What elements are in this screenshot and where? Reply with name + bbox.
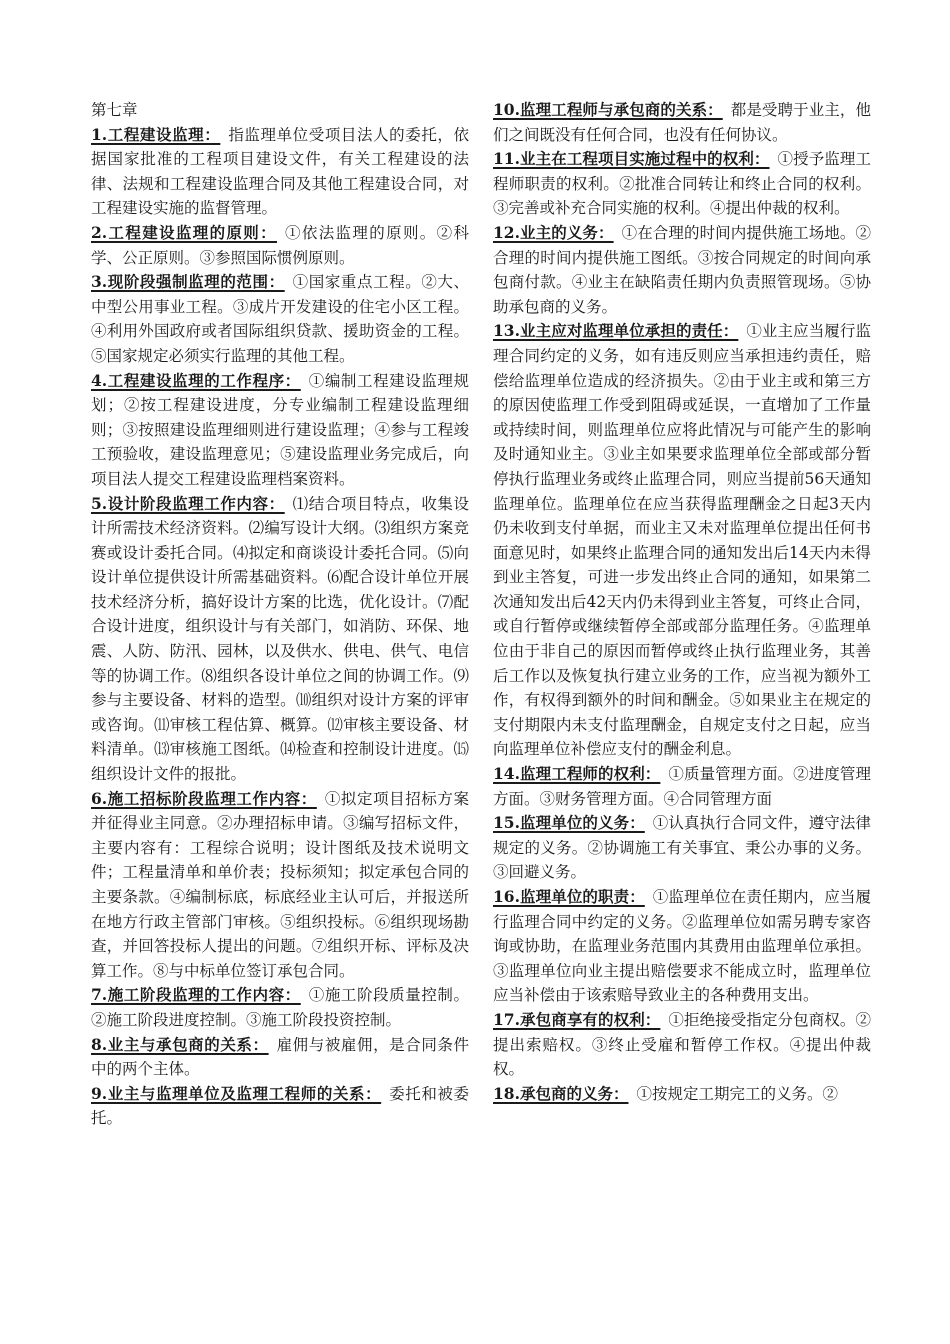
- chapter-title: 第七章: [91, 101, 138, 119]
- section-item: [91, 492, 469, 787]
- section-body: ①在合理的时间内提供施工场地。②合理的时间内提供施工图纸。③按合同规定的时间向承包商付款。④业主在缺陷责任期内负责照管现场。⑤协助承包商的义务。: [493, 223, 871, 316]
- section-item: [91, 123, 469, 221]
- right-column: [493, 98, 871, 1106]
- section-body: ⑴结合项目特点，收集设计所需技术经济资料。⑵编写设计大纲。⑶组织方案竞赛或设计委托合同。⑷拟定和商谈设计委托合同。⑸向设计单位提供设计所需基础资料。⑹配合设计单位开展技术经济分析，搞好设计方案的比选，优化设计。⑺配合设计进度，组织设计与有关部门，如消防、环保、地震、人防、防汛、园林，以及供水、供电、供气、电信等的协调工作。⑻组织各设计单位之间的协调工作。⑼参与主要设备、材料的造型。⑽组织对设计方案的评审或咨询。⑾审核工程估算、概算。⑿审核主要设备、材料清单。⒀审核施工图纸。⒁检查和控制设计进度。⒂组织设计文件的报批。: [91, 494, 469, 784]
- section-item: [493, 1008, 871, 1082]
- section-item: [493, 98, 871, 147]
- section-body: ①授予监理工程师职责的权利。②批准合同转让和终止合同的权利。③完善或补充合同实施的权利。④提出仲裁的权利。: [493, 150, 871, 218]
- section-heading: 2.工程建设监理的原则：: [91, 222, 278, 242]
- section-body: ①施工阶段质量控制。②施工阶段进度控制。③施工阶段投资控制。: [91, 986, 469, 1029]
- section-body: 指监理单位受项目法人的委托，依据国家批准的工程项目建设文件，有关工程建设的法律、法规和工程建设监理合同及其他工程建设合同，对工程建设实施的监督管理。: [91, 125, 469, 218]
- section-heading: 14.监理工程师的权利：: [493, 764, 661, 784]
- section-body: ①按规定工期完工的义务。②: [636, 1084, 838, 1103]
- section-body: ①依法监理的原则。②科学、公正原则。③参照国际惯例原则。: [91, 223, 469, 267]
- section-body: ①质量管理方面。②进度管理方面。③财务管理方面。④合同管理方面: [493, 765, 871, 808]
- section-body: ①拒绝接受指定分包商权。②提出索赔权。③终止受雇和暂停工作权。④提出仲裁权。: [493, 1010, 871, 1079]
- section-item: [91, 221, 469, 270]
- section-heading: 9.业主与监理单位及监理工程师的关系：: [91, 1083, 382, 1103]
- section-heading: 18.承包商的义务：: [493, 1083, 629, 1103]
- section-heading: 17.承包商享有的权利：: [493, 1009, 661, 1029]
- section-heading: 6.施工招标阶段监理工作内容：: [91, 788, 317, 808]
- section-heading: 7.施工阶段监理的工作内容：: [91, 985, 301, 1005]
- section-item: [493, 147, 871, 221]
- section-body: ①国家重点工程。②大、中型公用事业工程。③成片开发建设的住宅小区工程。④利用外国政府或者国际组织贷款、援助资金的工程。⑤国家规定必须实行监理的其他工程。: [91, 273, 469, 365]
- section-heading: 1.工程建设监理：: [91, 124, 221, 144]
- section-body: ①编制工程建设监理规划；②按工程建设进度，分专业编制工程建设监理细则；③按照建设监理细则进行建设监理；④参与工程竣工预验收，建设监理意见；⑤建设监理业务完成后，向项目法人提交工程建设监理档案资料。: [91, 371, 469, 488]
- section-body: 委托和被委托。: [91, 1084, 469, 1128]
- section-heading: 5.设计阶段监理工作内容：: [91, 493, 285, 513]
- section-item: [493, 319, 871, 762]
- section-item: [91, 270, 469, 368]
- section-item: [91, 1033, 469, 1082]
- section-body: ①业主应当履行监理合同约定的义务，如有违反则应当承担违约责任，赔偿给监理单位造成的经济损失。②由于业主或和第三方的原因使监理工作受到阻碍或延误，一直增加了工作量或持续时间，则监理单位应将此情况与可能产生的影响及时通知业主。③业主如果要求监理单位全部或部分暂停执行监理业务或终止监理合同，则应当提前56天通知监理单位。监理单位在应当获得监理酬金之日起3天内仍未收到支付单据，而业主又未对监理单位提出任何书面意见时，如果终止监理合同的通知发出后14天内未得到业主答复，可进一步发出终止合同的通知，如果第二次通知发出后42天内仍未得到业主答复，可终止合同，或自行暂停或继续暂停全部或部分监理任务。④监理单位由于非自己的原因而暂停或终止执行监理业务，其善后工作以及恢复执行建立业务的工作，应当视为额外工作，有权得到额外的时间和酬金。⑤如果业主在规定的支付期限内未支付监理酬金，自规定支付之日起，应当向监理单位补偿应支付的酬金利息。: [493, 322, 871, 759]
- section-item: [91, 983, 469, 1032]
- section-body: ①认真执行合同文件，遵守法律规定的义务。②协调施工有关事宜、秉公办事的义务。③回避义务。: [493, 814, 871, 882]
- section-heading: 11.业主在工程项目实施过程中的权利：: [493, 149, 770, 169]
- section-body: 都是受聘于业主，他们之间既没有任何合同，也没有任何协议。: [493, 101, 871, 144]
- section-item: [91, 1082, 469, 1131]
- section-heading: 13.业主应对监理单位承担的责任：: [493, 321, 739, 341]
- section-item: [91, 369, 469, 492]
- section-item: [493, 885, 871, 1008]
- section-heading: 4.工程建设监理的工作程序：: [91, 370, 301, 390]
- section-item: [493, 811, 871, 885]
- section-item: [493, 1082, 871, 1107]
- section-item: [91, 787, 469, 984]
- section-heading: 10.监理工程师与承包商的关系：: [493, 100, 723, 119]
- section-item: [493, 762, 871, 811]
- section-heading: 16.监理单位的职责：: [493, 887, 645, 906]
- section-heading: 12.业主的义务：: [493, 222, 614, 242]
- section-heading: 3.现阶段强制监理的范围：: [91, 272, 285, 292]
- left-column: [91, 98, 469, 1131]
- section-body: ①拟定项目招标方案并征得业主同意。②办理招标申请。③编写招标文件，主要内容有：工程综合说明；设计图纸及技术说明文件；工程量清单和单价表；投标须知；拟定承包合同的主要条款。④编制标底，标底经业主认可后，并报送所在地方行政主管部门审核。⑤组织投标。⑥组织现场勘查，并回答投标人提出的问题。⑦组织开标、评标及决算工作。⑧与中标单位签订承包合同。: [91, 789, 469, 980]
- section-body: 雇佣与被雇佣，是合同条件中的两个主体。: [91, 1035, 469, 1079]
- section-heading: 8.业主与承包商的关系：: [91, 1034, 269, 1054]
- section-item: [493, 221, 871, 319]
- section-body: ①监理单位在责任期内，应当履行监理合同中约定的义务。②监理单位如需另聘专家咨询或协助，在监理业务范围内其费用由监理单位承担。③监理单位向业主提出赔偿要求不能成立时，监理单位应当补偿由于该索赔导致业主的各种费用支出。: [493, 888, 871, 1005]
- section-heading: 15.监理单位的义务：: [493, 813, 645, 833]
